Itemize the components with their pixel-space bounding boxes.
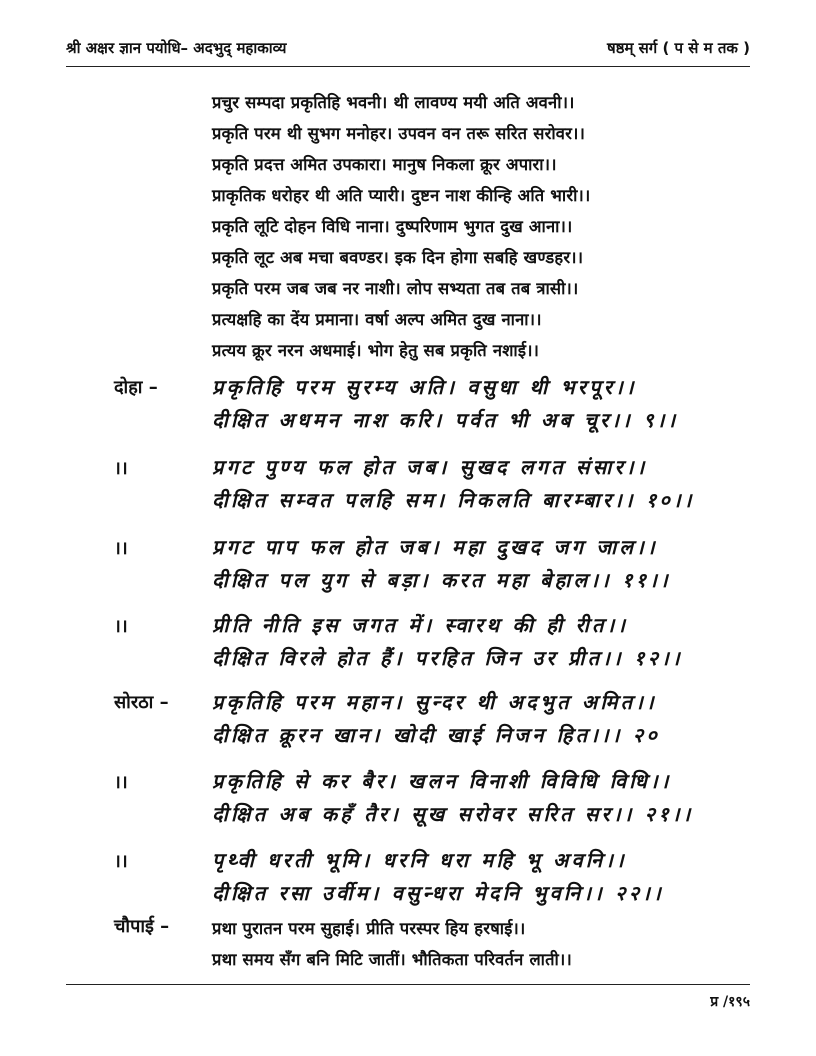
verse-type-label: ।।: [114, 851, 128, 872]
footer-divider: [66, 984, 750, 985]
doha-line: प्रीति नीति इस जगत में। स्वारथ की ही रीत।।: [212, 613, 629, 637]
verse-type-label: दोहा –: [114, 377, 158, 398]
soratha-line: पृथ्वी धरती भूमि। धरनि धरा महि भू अवनि।।: [212, 848, 627, 872]
soratha-line: प्रकृतिहि से कर बैर। खलन विनाशी विविधि विधि।।: [212, 769, 672, 793]
verse-line: प्राकृतिक धरोहर थी अति प्यारी। दुष्टन नाश कीन्हि अति भारी।।: [212, 186, 591, 205]
verse-line: प्रकृति लूटि दोहन विधि नाना। दुष्परिणाम भुगत दुख आना।।: [212, 217, 573, 236]
soratha-line: दीक्षित अब कहँ तैर। सूख सरोवर सरित सर।। २१।।: [212, 802, 694, 826]
verse-line: प्रकृति लूट अब मचा बवण्डर। इक दिन होगा सबहि खण्डहर।।: [212, 248, 584, 267]
header-divider: [66, 66, 750, 67]
soratha-line: दीक्षित क्रूरन खान। खोदी खाई निजन हित।।। २०: [212, 723, 660, 747]
header-chapter-title: षष्ठम् सर्ग ( प से म तक ): [606, 39, 750, 57]
header-book-title: श्री अक्षर ज्ञान पयोधि– अदभुद् महाकाव्य: [66, 39, 287, 57]
doha-line: प्रकृतिहि परम सुरम्य अति। वसुधा थी भरपूर।।: [212, 375, 637, 399]
doha-line: प्रगट पुण्य फल होत जब। सुखद लगत संसार।।: [212, 455, 648, 479]
verse-line: प्रत्यय क्रूर नरन अधमाई। भोग हेतु सब प्रकृति नशाई।।: [212, 341, 540, 360]
verse-line: प्रकृति परम जब जब नर नाशी। लोप सभ्यता तब तब त्रासी।।: [212, 279, 579, 298]
soratha-line: प्रकृतिहि परम महान। सुन्दर थी अदभुत अमित।।: [212, 690, 657, 714]
verse-type-label: चौपाई –: [114, 916, 170, 937]
verse-type-label: ।।: [114, 772, 128, 793]
doha-line: दीक्षित पल युग से बड़ा। करत महा बेहाल।। ११।।: [212, 568, 671, 592]
verse-type-label: सोरठा –: [114, 692, 169, 713]
verse-type-label: ।।: [114, 538, 128, 559]
soratha-line: दीक्षित रसा उर्वीम। वसुन्धरा मेदनि भुवनि।। २२।।: [212, 881, 664, 905]
verse-line: प्रथा पुरातन परम सुहाई। प्रीति परस्पर हिय हरषाई।।: [212, 919, 526, 938]
verse-line: प्रकृति परम थी सुभग मनोहर। उपवन वन तरू सरित सरोवर।।: [212, 124, 586, 143]
verse-type-label: ।।: [114, 458, 128, 479]
verse-line: प्रथा समय सँग बनि मिटि जातीं। भौतिकता परिवर्तन लाती।।: [212, 950, 572, 969]
verse-line: प्रकृति प्रदत्त अमित उपकारा। मानुष निकला क्रूर अपारा।।: [212, 155, 557, 174]
doha-line: दीक्षित अधमन नाश करि। पर्वत भी अब चूर।। ९।।: [212, 408, 679, 432]
verse-line: प्रचुर सम्पदा प्रकृतिहि भवनी। थी लावण्य मयी अति अवनी।।: [212, 93, 575, 112]
doha-line: दीक्षित सम्वत पलहि सम। निकलति बारम्बार।। १०।।: [212, 488, 695, 512]
verse-type-label: ।।: [114, 616, 128, 637]
page-number: प्र /१९५: [710, 994, 750, 1010]
doha-line: प्रगट पाप फल होत जब। महा दुखद जग जाल।।: [212, 535, 658, 559]
verse-line: प्रत्यक्षहि का देंय प्रमाना। वर्षा अल्प अमित दुख नाना।।: [212, 310, 542, 329]
doha-line: दीक्षित विरले होत हैं। परहित जिन उर प्रीत।। १२।।: [212, 646, 683, 670]
